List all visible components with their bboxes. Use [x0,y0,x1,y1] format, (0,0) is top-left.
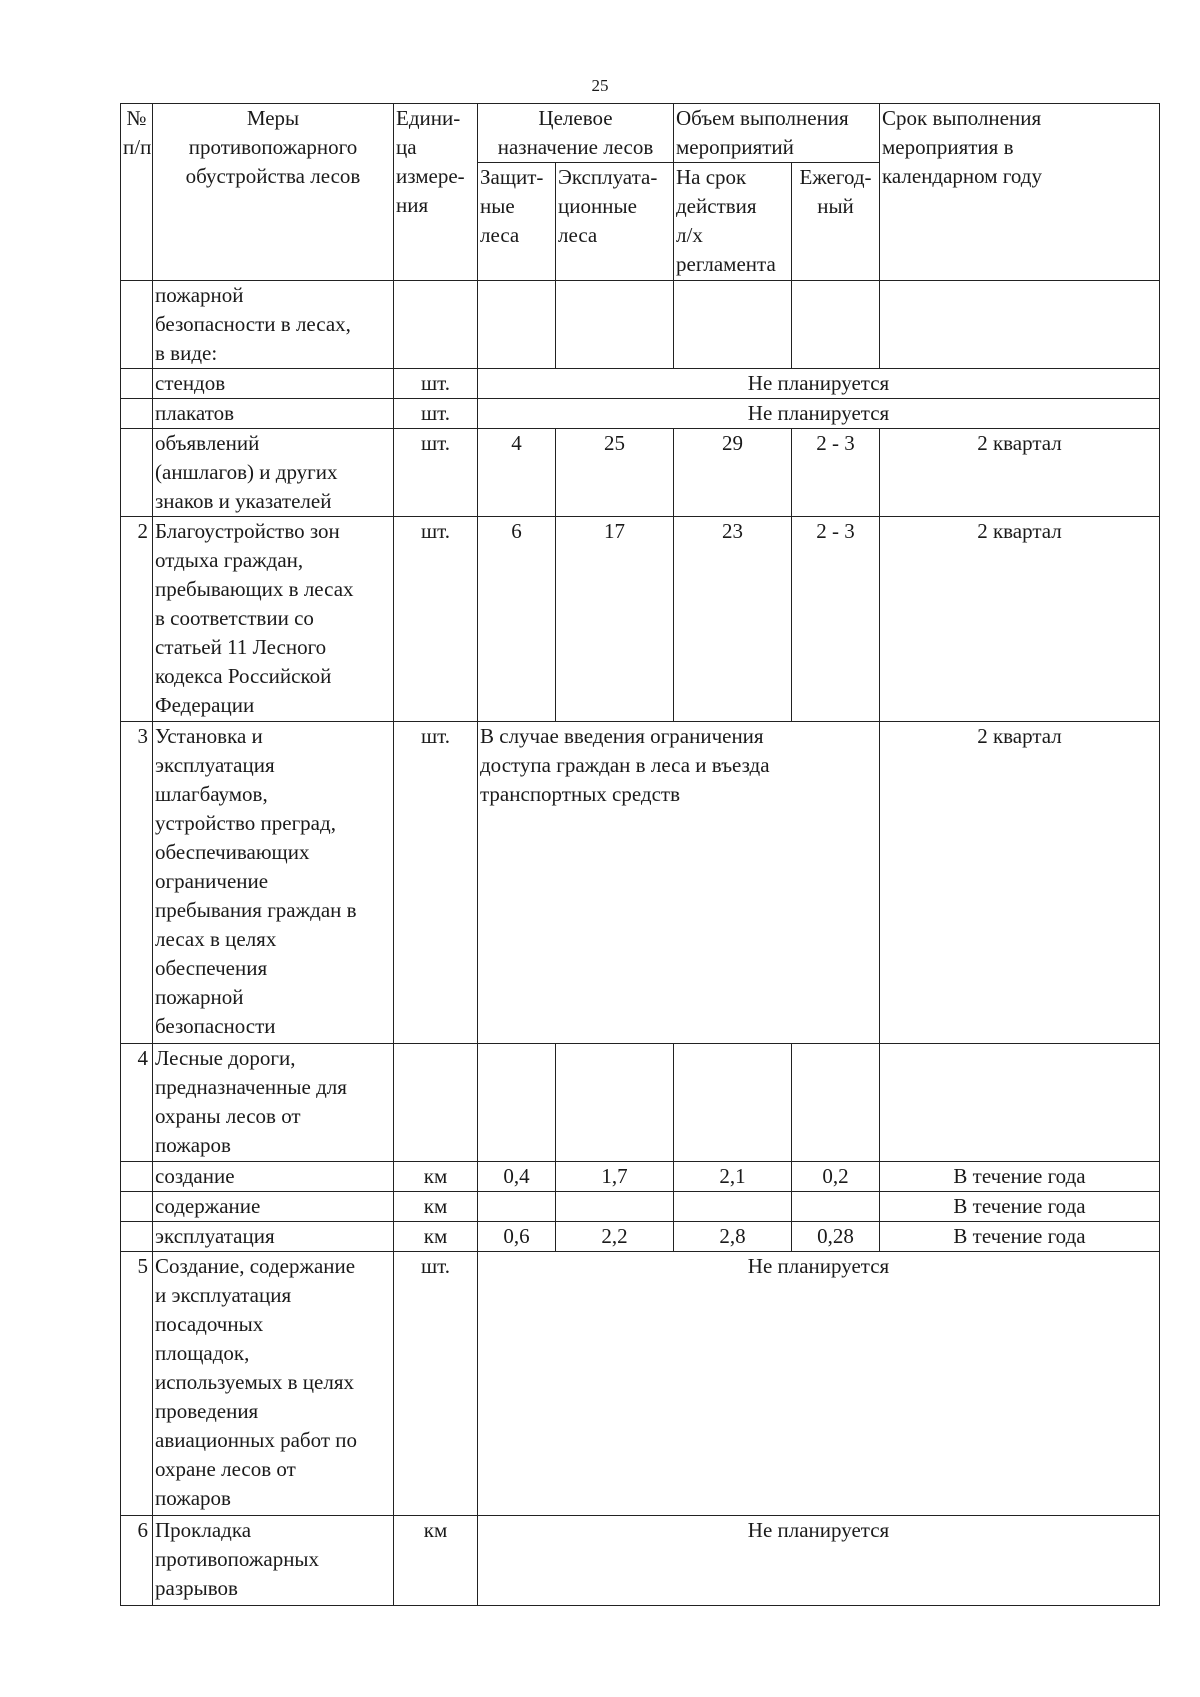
header-annual: Ежегод- ный [792,163,880,281]
header-volume: Объем выполнения мероприятий [674,104,880,163]
measure-cell: объявлений (аншлагов) и других знаков и указателей [153,429,394,517]
measure-cell: Лесные дороги, предназначенные для охраны лесов от пожаров [153,1044,394,1162]
fire-measures-table [120,103,1160,1606]
table-row: 4 Лесные дороги, предназначенные для охраны лесов от пожаров [121,1044,1160,1162]
header-exploitation: Эксплуата- ционные леса [556,163,674,281]
header-unit: Едини- ца измере- ния [394,104,478,281]
not-planned-note: Не планируется [478,369,1160,399]
header-deadline: Срок выполнения мероприятия в календарном году [880,104,1160,281]
table-row: объявлений (аншлагов) и других знаков и указателей шт. 4 25 29 2 - 3 2 квартал [121,429,1160,517]
table-row: плакатов шт. Не планируется [121,399,1160,429]
table-row: 6 Прокладка противопожарных разрывов км Не планируется [121,1516,1160,1606]
table-row: эксплуатация км 0,6 2,2 2,8 0,28 В течение года [121,1222,1160,1252]
header-purpose: Целевое назначение лесов [478,104,674,163]
not-planned-note: Не планируется [478,1252,1160,1516]
measure-cell: пожарной безопасности в лесах, в виде: [153,281,394,369]
not-planned-note: Не планируется [478,399,1160,429]
not-planned-note: Не планируется [478,1516,1160,1606]
measure-cell: Установка и эксплуатация шлагбаумов, устройство преград, обеспечивающих ограничение пребывания граждан в лесах в целях обеспечения пожарной безопасности [153,722,394,1044]
header-protective: Защит- ные леса [478,163,556,281]
header-term-total: На срок действия л/х регламента [674,163,792,281]
measure-cell: Благоустройство зон отдыха граждан, пребывающих в лесах в соответствии со статьей 11 Лесного кодекса Российской Федерации [153,517,394,722]
table-row: 3 Установка и эксплуатация шлагбаумов, устройство преград, обеспечивающих ограничение пребывания граждан в лесах в целях обеспечения пожарной безопасности шт. В случае введения ограничения доступа граждан в леса и въезда транспортных средств 2 квартал [121,722,1160,1044]
measure-cell: Создание, содержание и эксплуатация посадочных площадок, используемых в целях проведения авиационных работ по охране лесов от пожаров [153,1252,394,1516]
measure-cell: Прокладка противопожарных разрывов [153,1516,394,1606]
header-row [121,104,1160,163]
header-measures: Меры противопожарного обустройства лесов [153,104,394,281]
table-row: 5 Создание, содержание и эксплуатация посадочных площадок, используемых в целях проведения авиационных работ по охране лесов от пожаров шт. Не планируется [121,1252,1160,1516]
measure-cell: эксплуатация [153,1222,394,1252]
table-row: содержание км В течение года [121,1192,1160,1222]
measure-cell: стендов [153,369,394,399]
measure-cell: плакатов [153,399,394,429]
table-row [121,281,1160,369]
table-row: 2 Благоустройство зон отдыха граждан, пребывающих в лесах в соответствии со статьей 11 Лесного кодекса Российской Федерации шт. 6 17 23 2 - 3 2 квартал [121,517,1160,722]
table-row: стендов шт. Не планируется [121,369,1160,399]
restriction-note: В случае введения ограничения доступа граждан в леса и въезда транспортных средств [478,722,880,1044]
measure-cell: содержание [153,1192,394,1222]
measure-cell: создание [153,1162,394,1192]
table-row: создание км 0,4 1,7 2,1 0,2 В течение года [121,1162,1160,1192]
page-number: 25 [591,76,609,95]
header-num: № п/п [121,104,153,281]
